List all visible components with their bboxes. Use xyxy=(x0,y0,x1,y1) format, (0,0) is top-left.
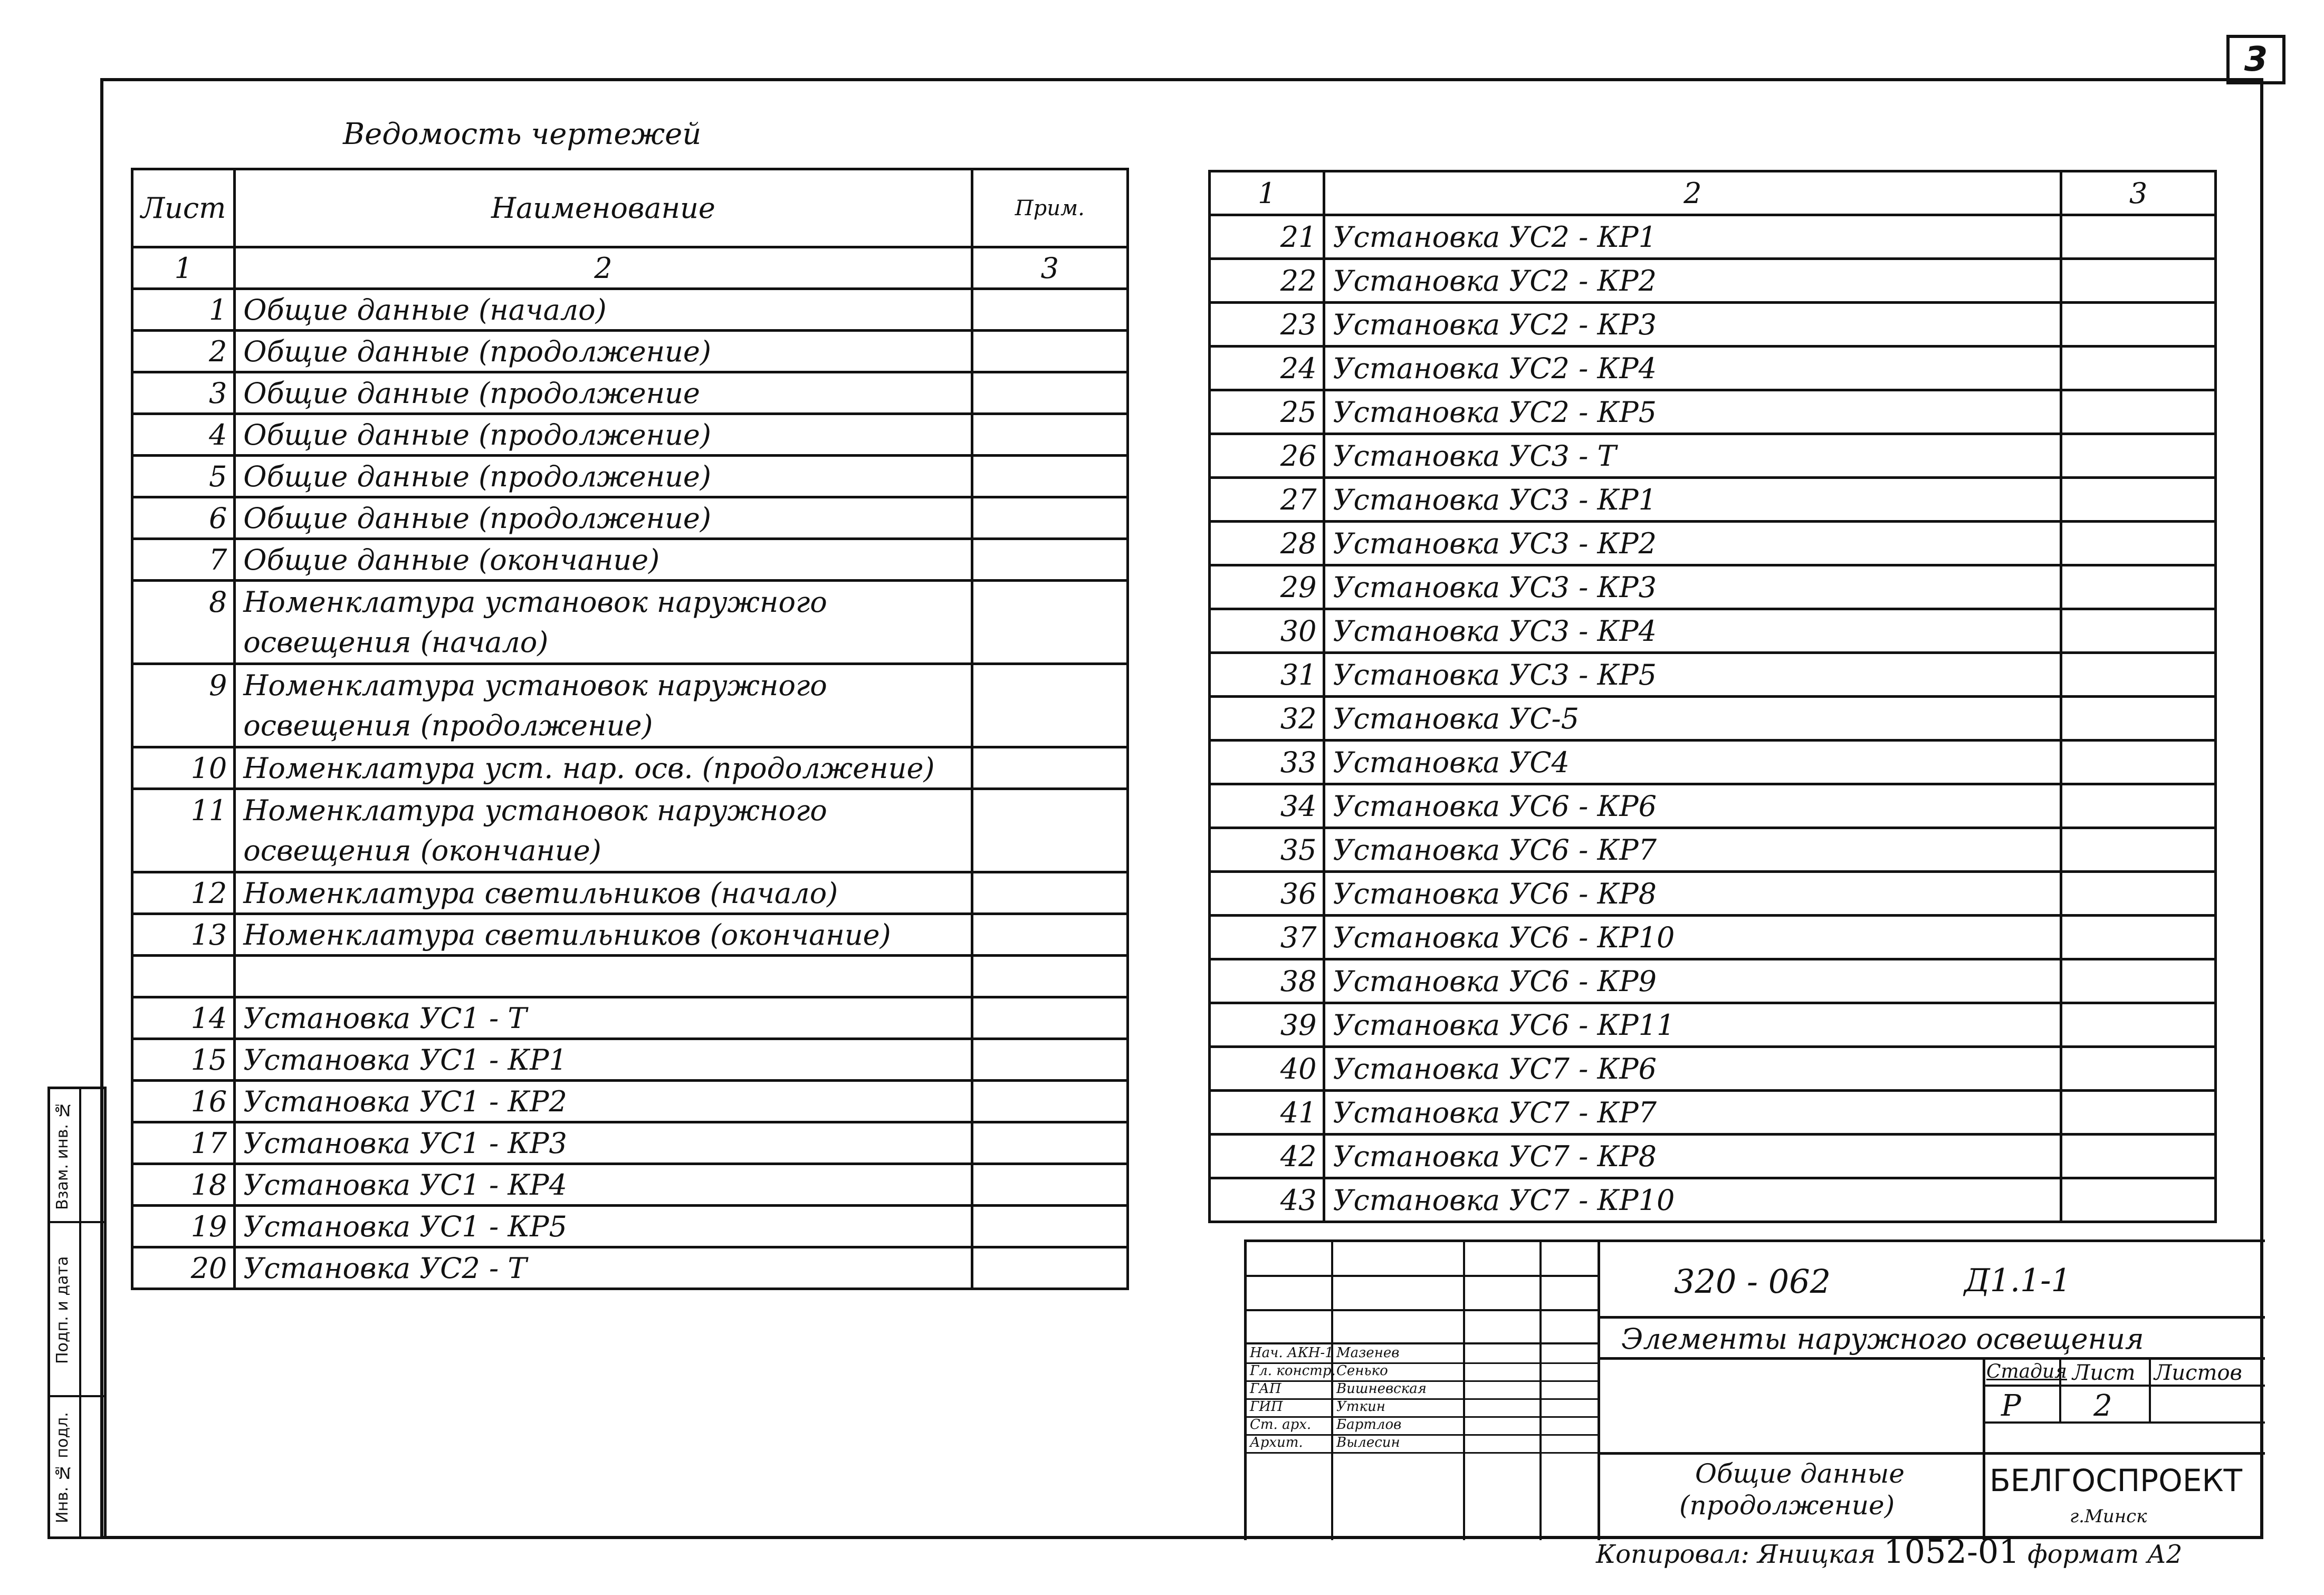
row-sheet-number: 19 xyxy=(132,1206,235,1247)
header-sheet: Лист xyxy=(132,169,235,247)
sheet-title-line1: Общие данные xyxy=(1695,1458,1905,1489)
table-row xyxy=(1210,1135,2216,1178)
row-sheet-number xyxy=(132,956,235,997)
drawings-register-left xyxy=(131,168,1129,1290)
row-sheet-number: 21 xyxy=(1210,215,1324,259)
side-strip-divider xyxy=(79,1089,81,1536)
row-title: Номенклатура установок наружного xyxy=(235,664,972,706)
row-sheet-number: 13 xyxy=(132,914,235,956)
table-row xyxy=(132,289,1128,331)
row-title: Установка УС6 - КР9 xyxy=(1324,959,2061,1003)
tb-line xyxy=(1598,1316,2265,1319)
copy-line xyxy=(1596,1532,2182,1571)
copied-by: Копировал: Яницкая xyxy=(1596,1540,1876,1569)
row-note xyxy=(972,831,1127,872)
row-title: Установка УС-5 xyxy=(1324,697,2061,741)
subheader-2: 2 xyxy=(1324,171,2061,215)
row-sheet-number: 23 xyxy=(1210,303,1324,347)
side-cell-inventory xyxy=(50,1395,104,1536)
table-row xyxy=(132,1122,1128,1164)
row-title: Номенклатура светильников (окончание) xyxy=(235,914,972,956)
row-note xyxy=(972,1247,1127,1289)
row-title: Номенклатура светильников (начало) xyxy=(235,872,972,914)
side-label-replacement: Взам. инв. № xyxy=(53,1100,72,1210)
row-title: Установка УС2 - Т xyxy=(235,1247,972,1289)
register-title: Ведомость чертежей xyxy=(343,117,702,151)
row-title: Установка УС7 - КР8 xyxy=(1324,1135,2061,1178)
row-note xyxy=(2061,784,2216,828)
row-title: Установка УС3 - КР3 xyxy=(1324,565,2061,609)
row-sheet-number: 22 xyxy=(1210,259,1324,303)
row-sheet-number: 16 xyxy=(132,1081,235,1122)
row-title: Установка УС6 - КР11 xyxy=(1324,1003,2061,1047)
copy-number: 1052-01 xyxy=(1883,1532,2020,1571)
row-title: Установка УС3 - КР2 xyxy=(1324,522,2061,565)
row-note xyxy=(2061,565,2216,609)
signature-name: Мазенев xyxy=(1336,1345,1400,1361)
project-name: Элементы наружного освещения xyxy=(1621,1322,2144,1356)
table-row xyxy=(1210,916,2216,959)
table-row xyxy=(132,331,1128,372)
table-row xyxy=(1210,259,2216,303)
signature-role: Нач. АКН-1 xyxy=(1250,1345,1334,1361)
row-note xyxy=(2061,1003,2216,1047)
side-stamp-strip xyxy=(47,1087,107,1539)
table-row xyxy=(132,747,1128,789)
row-note xyxy=(972,914,1127,956)
sheet-number: 3 xyxy=(2226,35,2285,84)
drawings-register-right xyxy=(1208,170,2217,1223)
row-sheet-number: 17 xyxy=(132,1122,235,1164)
row-note xyxy=(972,581,1127,622)
table-row xyxy=(132,414,1128,456)
tb-line xyxy=(1247,1275,1600,1277)
table-row xyxy=(1210,1003,2216,1047)
tb-line xyxy=(2149,1357,2151,1423)
table-header-row xyxy=(132,169,1128,247)
row-note xyxy=(2061,347,2216,390)
row-note xyxy=(972,1122,1127,1164)
signature-row xyxy=(1247,1417,1600,1436)
row-sheet-number: 11 xyxy=(132,789,235,831)
row-note xyxy=(2061,741,2216,784)
table-row xyxy=(132,1164,1128,1206)
row-title: Установка УС3 - КР5 xyxy=(1324,653,2061,697)
table-row xyxy=(1210,215,2216,259)
row-note xyxy=(972,747,1127,789)
signature-row xyxy=(1247,1363,1600,1382)
row-sheet-number xyxy=(132,706,235,747)
album-code: Д1.1-1 xyxy=(1964,1262,2071,1299)
row-note xyxy=(2061,959,2216,1003)
row-sheet-number: 18 xyxy=(132,1164,235,1206)
row-note xyxy=(972,1164,1127,1206)
signature-name: Сенько xyxy=(1336,1363,1388,1379)
row-sheet-number: 20 xyxy=(132,1247,235,1289)
table-row xyxy=(1210,959,2216,1003)
table-subheader-row xyxy=(1210,171,2216,215)
row-sheet-number: 14 xyxy=(132,997,235,1039)
tb-line xyxy=(1598,1357,2265,1360)
row-note xyxy=(972,372,1127,414)
table-row xyxy=(1210,828,2216,872)
row-note xyxy=(972,1206,1127,1247)
row-title: Номенклатура установок наружного xyxy=(235,789,972,831)
row-title-continuation: освещения (начало) xyxy=(235,622,972,664)
side-cell-replacement xyxy=(50,1089,104,1221)
row-sheet-number: 28 xyxy=(1210,522,1324,565)
table-row xyxy=(1210,303,2216,347)
tb-line xyxy=(1983,1421,2265,1424)
row-sheet-number: 37 xyxy=(1210,916,1324,959)
row-title: Установка УС3 - Т xyxy=(1324,434,2061,478)
signature-row xyxy=(1247,1399,1600,1418)
row-note xyxy=(2061,697,2216,741)
row-note xyxy=(972,539,1127,581)
row-title: Общие данные (продолжение xyxy=(235,372,972,414)
tb-line xyxy=(1247,1309,1600,1311)
row-note xyxy=(972,497,1127,539)
row-title: Общие данные (окончание) xyxy=(235,539,972,581)
signature-name: Вылесин xyxy=(1336,1435,1400,1450)
row-sheet-number: 9 xyxy=(132,664,235,706)
row-title: Установка УС6 - КР7 xyxy=(1324,828,2061,872)
title-block xyxy=(1244,1240,2265,1540)
table-row xyxy=(1210,434,2216,478)
row-sheet-number: 31 xyxy=(1210,653,1324,697)
row-title: Установка УС2 - КР3 xyxy=(1324,303,2061,347)
table-row-continuation xyxy=(132,622,1128,664)
row-title: Установка УС1 - Т xyxy=(235,997,972,1039)
table-row xyxy=(1210,565,2216,609)
row-sheet-number xyxy=(132,622,235,664)
row-title: Номенклатура установок наружного xyxy=(235,581,972,622)
row-note xyxy=(2061,434,2216,478)
row-note xyxy=(2061,303,2216,347)
row-note xyxy=(972,1081,1127,1122)
row-sheet-number: 8 xyxy=(132,581,235,622)
row-sheet-number: 25 xyxy=(1210,390,1324,434)
signature-name: Уткин xyxy=(1336,1399,1385,1415)
stage-label: Стадия xyxy=(1986,1361,2067,1382)
subheader-1: 1 xyxy=(1210,171,1324,215)
table-row xyxy=(132,497,1128,539)
row-title: Установка УС3 - КР1 xyxy=(1324,478,2061,522)
org-city: г.Минск xyxy=(2070,1506,2147,1527)
sheet-title-line2: (продолжение) xyxy=(1679,1490,1895,1521)
row-sheet-number: 5 xyxy=(132,456,235,497)
row-sheet-number: 35 xyxy=(1210,828,1324,872)
table-row xyxy=(1210,697,2216,741)
row-note xyxy=(2061,1091,2216,1135)
row-note xyxy=(2061,478,2216,522)
row-note xyxy=(2061,609,2216,653)
row-note xyxy=(2061,872,2216,916)
org-name: БЕЛГОСПРОЕКТ xyxy=(1990,1463,2243,1498)
row-title: Установка УС2 - КР4 xyxy=(1324,347,2061,390)
row-note xyxy=(2061,1047,2216,1091)
row-sheet-number: 27 xyxy=(1210,478,1324,522)
signature-row xyxy=(1247,1435,1600,1454)
row-sheet-number: 32 xyxy=(1210,697,1324,741)
sheet-label: Лист xyxy=(2072,1361,2136,1385)
row-note xyxy=(2061,653,2216,697)
table-row xyxy=(132,997,1128,1039)
row-sheet-number xyxy=(132,831,235,872)
row-sheet-number: 2 xyxy=(132,331,235,372)
table-row xyxy=(132,1081,1128,1122)
signature-role: Архит. xyxy=(1250,1435,1303,1450)
table-row xyxy=(1210,390,2216,434)
table-row xyxy=(132,1039,1128,1081)
row-sheet-number: 10 xyxy=(132,747,235,789)
row-title: Общие данные (продолжение) xyxy=(235,414,972,456)
subheader-3: 3 xyxy=(2061,171,2216,215)
row-sheet-number: 36 xyxy=(1210,872,1324,916)
row-note xyxy=(2061,916,2216,959)
table-row xyxy=(1210,741,2216,784)
row-title: Установка УС6 - КР6 xyxy=(1324,784,2061,828)
row-title: Общие данные (продолжение) xyxy=(235,497,972,539)
row-note xyxy=(2061,1135,2216,1178)
row-title: Установка УС1 - КР3 xyxy=(235,1122,972,1164)
row-title: Установка УС4 xyxy=(1324,741,2061,784)
row-title: Установка УС1 - КР4 xyxy=(235,1164,972,1206)
table-row xyxy=(1210,1178,2216,1222)
row-title: Установка УС6 - КР10 xyxy=(1324,916,2061,959)
side-label-signature: Подп. и дата xyxy=(53,1256,72,1365)
table-row xyxy=(132,1247,1128,1289)
table-row xyxy=(1210,1047,2216,1091)
row-note xyxy=(972,706,1127,747)
row-title: Установка УС1 - КР2 xyxy=(235,1081,972,1122)
table-row xyxy=(132,956,1128,997)
table-row xyxy=(1210,872,2216,916)
row-title-continuation: освещения (продолжение) xyxy=(235,706,972,747)
table-row xyxy=(132,664,1128,706)
row-note xyxy=(972,664,1127,706)
row-note xyxy=(972,997,1127,1039)
row-sheet-number: 34 xyxy=(1210,784,1324,828)
row-title: Установка УС1 - КР1 xyxy=(235,1039,972,1081)
row-note xyxy=(2061,390,2216,434)
table-row xyxy=(1210,1091,2216,1135)
table-row-continuation xyxy=(132,831,1128,872)
table-row xyxy=(1210,478,2216,522)
signature-name: Бартлов xyxy=(1336,1417,1402,1433)
row-sheet-number: 12 xyxy=(132,872,235,914)
doc-code: 320 - 062 xyxy=(1674,1262,1831,1301)
sheet-value: 2 xyxy=(2093,1389,2112,1423)
row-note xyxy=(2061,828,2216,872)
signature-role: Гл. констр. xyxy=(1250,1363,1336,1379)
row-note xyxy=(972,331,1127,372)
signature-row xyxy=(1247,1381,1600,1400)
side-label-inventory: Инв. № подл. xyxy=(53,1412,72,1524)
table-row xyxy=(132,539,1128,581)
row-title: Общие данные (начало) xyxy=(235,289,972,331)
paper-format: формат А2 xyxy=(2027,1540,2183,1569)
row-note xyxy=(972,622,1127,664)
row-sheet-number: 24 xyxy=(1210,347,1324,390)
signature-name: Вишневская xyxy=(1336,1381,1427,1397)
row-sheet-number: 4 xyxy=(132,414,235,456)
row-sheet-number: 42 xyxy=(1210,1135,1324,1178)
row-title: Установка УС7 - КР10 xyxy=(1324,1178,2061,1222)
row-note xyxy=(2061,1178,2216,1222)
table-row xyxy=(132,789,1128,831)
row-note xyxy=(2061,522,2216,565)
row-note xyxy=(972,956,1127,997)
signature-row xyxy=(1247,1345,1600,1364)
row-title: Установка УС2 - КР2 xyxy=(1324,259,2061,303)
table-row xyxy=(1210,347,2216,390)
side-cell-signature xyxy=(50,1221,104,1395)
row-sheet-number: 29 xyxy=(1210,565,1324,609)
row-note xyxy=(2061,215,2216,259)
signature-role: Ст. арх. xyxy=(1250,1417,1312,1433)
subheader-3: 3 xyxy=(972,247,1127,289)
signature-role: ГИП xyxy=(1250,1399,1283,1415)
row-note xyxy=(972,789,1127,831)
row-note xyxy=(972,289,1127,331)
row-title: Общие данные (продолжение) xyxy=(235,331,972,372)
row-sheet-number: 43 xyxy=(1210,1178,1324,1222)
table-row xyxy=(1210,609,2216,653)
row-title: Установка УС6 - КР8 xyxy=(1324,872,2061,916)
table-row xyxy=(1210,784,2216,828)
table-subheader-row xyxy=(132,247,1128,289)
row-title-continuation: освещения (окончание) xyxy=(235,831,972,872)
row-sheet-number: 41 xyxy=(1210,1091,1324,1135)
row-sheet-number: 30 xyxy=(1210,609,1324,653)
table-row xyxy=(132,1206,1128,1247)
row-title: Установка УС2 - КР1 xyxy=(1324,215,2061,259)
signature-list xyxy=(1247,1345,1600,1540)
table-row xyxy=(132,872,1128,914)
row-sheet-number: 38 xyxy=(1210,959,1324,1003)
row-title: Номенклатура уст. нар. осв. (продолжение) xyxy=(235,747,972,789)
sheets-label: Листов xyxy=(2154,1361,2242,1385)
row-sheet-number: 40 xyxy=(1210,1047,1324,1091)
tb-line xyxy=(1247,1342,1600,1344)
tb-line xyxy=(1598,1452,2265,1455)
row-sheet-number: 26 xyxy=(1210,434,1324,478)
row-title: Установка УС7 - КР7 xyxy=(1324,1091,2061,1135)
table-row xyxy=(132,456,1128,497)
table-row xyxy=(1210,653,2216,697)
row-sheet-number: 3 xyxy=(132,372,235,414)
row-sheet-number: 15 xyxy=(132,1039,235,1081)
row-title: Установка УС7 - КР6 xyxy=(1324,1047,2061,1091)
row-note xyxy=(972,1039,1127,1081)
stage-value: Р xyxy=(2001,1389,2021,1423)
signature-role: ГАП xyxy=(1250,1381,1281,1397)
row-title: Установка УС3 - КР4 xyxy=(1324,609,2061,653)
row-sheet-number: 6 xyxy=(132,497,235,539)
table-row xyxy=(132,581,1128,622)
header-note: Прим. xyxy=(972,169,1127,247)
header-name: Наименование xyxy=(235,169,972,247)
table-row xyxy=(132,914,1128,956)
row-sheet-number: 7 xyxy=(132,539,235,581)
row-note xyxy=(972,872,1127,914)
table-row-continuation xyxy=(132,706,1128,747)
row-title: Установка УС2 - КР5 xyxy=(1324,390,2061,434)
subheader-2: 2 xyxy=(235,247,972,289)
table-row xyxy=(132,372,1128,414)
row-title xyxy=(235,956,972,997)
row-note xyxy=(972,456,1127,497)
row-note xyxy=(972,414,1127,456)
table-row xyxy=(1210,522,2216,565)
row-title: Общие данные (продолжение) xyxy=(235,456,972,497)
row-sheet-number: 1 xyxy=(132,289,235,331)
row-sheet-number: 39 xyxy=(1210,1003,1324,1047)
subheader-1: 1 xyxy=(132,247,235,289)
row-note xyxy=(2061,259,2216,303)
row-title: Установка УС1 - КР5 xyxy=(235,1206,972,1247)
row-sheet-number: 33 xyxy=(1210,741,1324,784)
